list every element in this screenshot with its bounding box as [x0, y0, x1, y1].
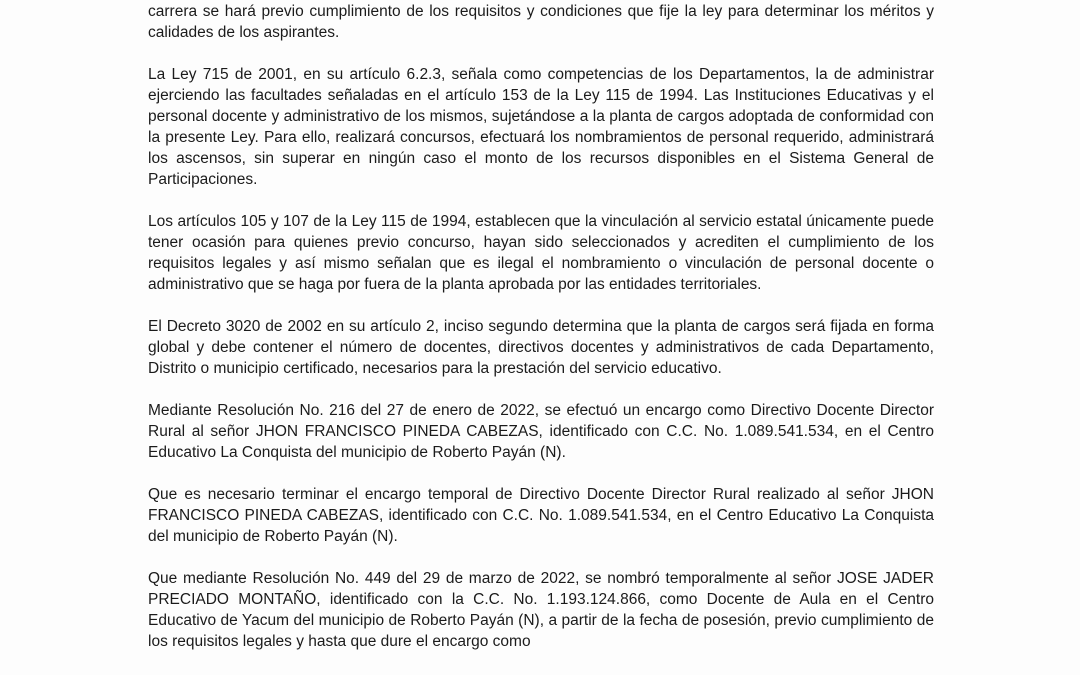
paragraph-requisitos: carrera se hará previo cumplimiento de los requisitos y condiciones que fije la ley para determinar los méritos y calidades de los aspirantes. — [148, 3, 934, 41]
paragraph-ley-715: La Ley 715 de 2001, en su artículo 6.2.3, señala como competencias de los Departamentos, la de administrar ejerciendo las facultades señaladas en el artículo 153 de la Ley 115 de 1994. Las Instituciones Educativas y el personal docente y administrativo de los mismos, sujetándose a la planta de cargos adoptada de conformidad con la presente Ley. Para ello, realizará concursos, efectuará los nombramientos de personal requerido, administrará los ascensos, sin superar en ningún caso el monto de los recursos disponibles en el Sistema General de Participaciones. — [148, 66, 934, 188]
paragraph-terminar-encargo: Que es necesario terminar el encargo temporal de Directivo Docente Director Rural realizado al señor JHON FRANCISCO PINEDA CABEZAS, identificado con C.C. No. 1.089.541.534, en el Centro Educativo La Conquista del municipio de Roberto Payán (N). — [148, 486, 934, 545]
paragraph-decreto-3020: El Decreto 3020 de 2002 en su artículo 2, inciso segundo determina que la planta de cargos será fijada en forma global y debe contener el número de docentes, directivos docentes y administrativos de cada Departamento, Distrito o municipio certificado, necesarios para la prestación del servicio educativo. — [148, 318, 934, 377]
document-body — [148, 1, 934, 673]
paragraph-resolucion-449: Que mediante Resolución No. 449 del 29 de marzo de 2022, se nombró temporalmente al señor JOSE JADER PRECIADO MONTAÑO, identificado con la C.C. No. 1.193.124.866, como Docente de Aula en el Centro Educativo de Yacum del municipio de Roberto Payán (N), a partir de la fecha de posesión, previo cumplimiento de los requisitos legales y hasta que dure el encargo como — [148, 570, 934, 650]
paragraph-articulos-105-107: Los artículos 105 y 107 de la Ley 115 de 1994, establecen que la vinculación al servicio estatal únicamente puede tener ocasión para quienes previo concurso, hayan sido seleccionados y acrediten el cumplimiento de los requisitos legales y así mismo señalan que es ilegal el nombramiento o vinculación de personal docente o administrativo que se haga por fuera de la planta aprobada por las entidades territoriales. — [148, 213, 934, 293]
paragraph-resolucion-216: Mediante Resolución No. 216 del 27 de enero de 2022, se efectuó un encargo como Directivo Docente Director Rural al señor JHON FRANCISCO PINEDA CABEZAS, identificado con C.C. No. 1.089.541.534, en el Centro Educativo La Conquista del municipio de Roberto Payán (N). — [148, 402, 934, 461]
